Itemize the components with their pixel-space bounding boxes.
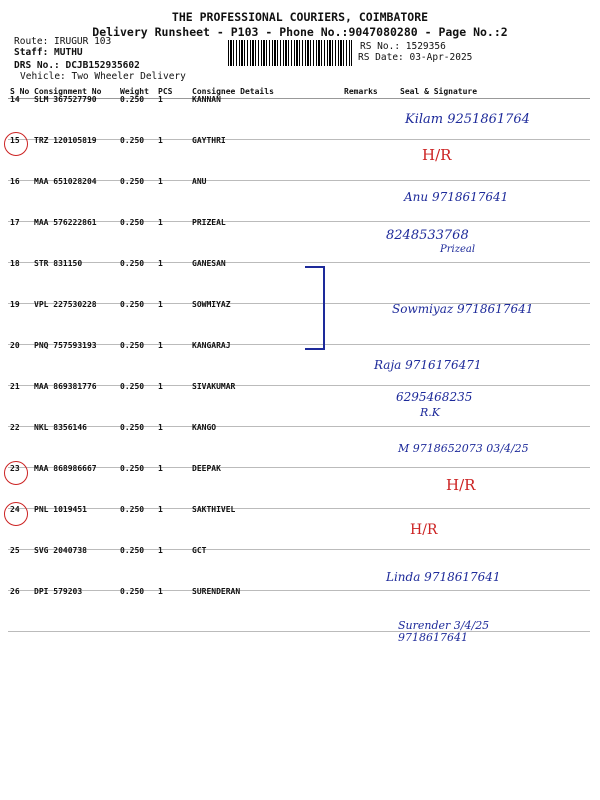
cell-cn bbox=[32, 218, 118, 263]
table-row bbox=[8, 550, 590, 591]
cell-remarks bbox=[342, 99, 398, 140]
cell-wt bbox=[118, 423, 156, 468]
signature-14: Kilam 9251861764 bbox=[405, 112, 530, 127]
red-circle-mark bbox=[4, 502, 28, 526]
cell-name-text: ANU bbox=[192, 177, 207, 186]
cell-cn bbox=[32, 136, 118, 181]
cell-wt-text: 0.250 bbox=[120, 341, 145, 350]
cell-wt bbox=[118, 587, 156, 632]
cell-wt-text: 0.250 bbox=[120, 177, 145, 186]
handwritten-hr-23: H/R bbox=[446, 476, 476, 494]
signature-26: Surender 3/4/25 9718617641 bbox=[398, 619, 490, 644]
cell-sno-text: 15 bbox=[10, 136, 20, 145]
cell-pcs-text: 1 bbox=[158, 464, 163, 473]
table-row bbox=[8, 509, 590, 550]
cell-name-text: KANGARAJ bbox=[192, 341, 231, 350]
col-consignment: Consignment No bbox=[32, 84, 118, 99]
cell-sno bbox=[8, 382, 32, 427]
handwritten-hr-15: H/R bbox=[422, 146, 452, 164]
signature-22: M 9718652073 03/4/25 bbox=[398, 442, 529, 455]
cell-name-text: GCT bbox=[192, 546, 207, 555]
cell-wt bbox=[118, 464, 156, 509]
cell-pcs-text: 1 bbox=[158, 341, 163, 350]
cell-remarks bbox=[342, 263, 398, 304]
cell-pcs-text: 1 bbox=[158, 382, 163, 391]
drs-label: DRS No.: DCJB152935602 bbox=[14, 60, 140, 71]
cell-sno-text: 21 bbox=[10, 382, 20, 391]
cell-pcs bbox=[156, 300, 190, 345]
cell-wt-text: 0.250 bbox=[120, 95, 145, 104]
signature-21: R.K bbox=[420, 406, 440, 419]
cell-name bbox=[190, 95, 342, 140]
cell-sno-text: 23 bbox=[10, 464, 20, 473]
cell-name bbox=[190, 587, 342, 632]
runsheet-table bbox=[8, 84, 590, 632]
cell-sno-text: 22 bbox=[10, 423, 20, 432]
cell-cn bbox=[32, 505, 118, 550]
cell-cn-text: SLM 367527790 bbox=[34, 95, 97, 104]
cell-pcs bbox=[156, 341, 190, 386]
cell-name bbox=[190, 136, 342, 181]
cell-sno bbox=[8, 218, 32, 263]
cell-wt-text: 0.250 bbox=[120, 259, 145, 268]
cell-sno-text: 14 bbox=[10, 95, 20, 104]
table-row bbox=[8, 386, 590, 427]
cell-cn-text: TRZ 120105819 bbox=[34, 136, 97, 145]
cell-name bbox=[190, 464, 342, 509]
cell-pcs bbox=[156, 587, 190, 632]
cell-wt-text: 0.250 bbox=[120, 423, 145, 432]
cell-remarks bbox=[342, 427, 398, 468]
cell-cn-text: VPL 227530228 bbox=[34, 300, 97, 309]
cell-sno bbox=[8, 259, 32, 304]
cell-name-text: KANGO bbox=[192, 423, 217, 432]
cell-cn bbox=[32, 95, 118, 140]
col-signature: Seal & Signature bbox=[398, 84, 590, 99]
cell-sno-text: 20 bbox=[10, 341, 20, 350]
cell-remarks bbox=[342, 386, 398, 427]
cell-cn bbox=[32, 423, 118, 468]
cell-pcs bbox=[156, 218, 190, 263]
cell-sno bbox=[8, 341, 32, 386]
cell-sno bbox=[8, 546, 32, 591]
cell-cn-text: MAA 869381776 bbox=[34, 382, 97, 391]
table-row bbox=[8, 468, 590, 509]
cell-sno bbox=[8, 177, 32, 222]
cell-remarks bbox=[342, 140, 398, 181]
cell-name-text: SOWMIYAZ bbox=[192, 300, 231, 309]
cell-pcs-text: 1 bbox=[158, 505, 163, 514]
cell-wt bbox=[118, 505, 156, 550]
cell-wt bbox=[118, 546, 156, 591]
phone-21: 6295468235 bbox=[396, 390, 473, 404]
cell-name bbox=[190, 505, 342, 550]
cell-cn bbox=[32, 546, 118, 591]
cell-pcs bbox=[156, 259, 190, 304]
cell-wt-text: 0.250 bbox=[120, 382, 145, 391]
cell-pcs-text: 1 bbox=[158, 546, 163, 555]
col-consignee: Consignee Details bbox=[190, 84, 342, 99]
cell-name-text: KANNAN bbox=[192, 95, 221, 104]
cell-pcs-text: 1 bbox=[158, 259, 163, 268]
cell-wt bbox=[118, 136, 156, 181]
rs-number: RS No.: 1529356 bbox=[360, 41, 446, 52]
cell-cn bbox=[32, 259, 118, 304]
cell-wt-text: 0.250 bbox=[120, 505, 145, 514]
cell-wt bbox=[118, 382, 156, 427]
signature-17: Prizeal bbox=[440, 244, 476, 255]
runsheet-subtitle: Delivery Runsheet - P103 - Phone No.:9047080280 - Page No.:2 bbox=[92, 25, 508, 39]
cell-wt bbox=[118, 177, 156, 222]
col-pcs: PCS bbox=[156, 84, 190, 99]
cell-wt-text: 0.250 bbox=[120, 464, 145, 473]
cell-pcs bbox=[156, 177, 190, 222]
cell-pcs bbox=[156, 382, 190, 427]
cell-pcs bbox=[156, 136, 190, 181]
cell-name-text: DEEPAK bbox=[192, 464, 221, 473]
cell-name-text: SIVAKUMAR bbox=[192, 382, 236, 391]
signature-19: Sowmiyaz 9718617641 bbox=[392, 302, 534, 316]
cell-cn-text: STR 831150 bbox=[34, 259, 83, 268]
cell-wt-text: 0.250 bbox=[120, 587, 145, 596]
cell-wt bbox=[118, 341, 156, 386]
cell-name bbox=[190, 423, 342, 468]
cell-remarks bbox=[342, 509, 398, 550]
cell-sno-text: 19 bbox=[10, 300, 20, 309]
table-row bbox=[8, 345, 590, 386]
cell-wt-text: 0.250 bbox=[120, 300, 145, 309]
cell-pcs-text: 1 bbox=[158, 177, 163, 186]
cell-cn bbox=[32, 587, 118, 632]
cell-cn-text: NKL 8356146 bbox=[34, 423, 87, 432]
cell-sno-text: 26 bbox=[10, 587, 20, 596]
cell-name bbox=[190, 218, 342, 263]
col-sno: S No bbox=[8, 84, 32, 99]
cell-cn-text: MAA 651028204 bbox=[34, 177, 97, 186]
cell-name-text: GAYTHRI bbox=[192, 136, 226, 145]
cell-name-text: SURENDERAN bbox=[192, 587, 241, 596]
cell-cn-text: PNQ 757593193 bbox=[34, 341, 97, 350]
table-row bbox=[8, 263, 590, 304]
red-circle-mark bbox=[4, 132, 28, 156]
staff-label: Staff: MUTHU bbox=[14, 47, 83, 58]
cell-sno-text: 18 bbox=[10, 259, 20, 268]
cell-wt-text: 0.250 bbox=[120, 546, 145, 555]
col-remarks: Remarks bbox=[342, 84, 398, 99]
cell-cn bbox=[32, 177, 118, 222]
cell-name-text: GANESAN bbox=[192, 259, 226, 268]
cell-cn-text: SVG 2040738 bbox=[34, 546, 87, 555]
cell-sno-text: 24 bbox=[10, 505, 20, 514]
bracket-mark bbox=[305, 266, 325, 350]
cell-name-text: SAKTHIVEL bbox=[192, 505, 236, 514]
cell-sno-text: 16 bbox=[10, 177, 20, 186]
cell-cn bbox=[32, 464, 118, 509]
cell-name-text: PRIZEAL bbox=[192, 218, 226, 227]
cell-pcs bbox=[156, 464, 190, 509]
cell-signature bbox=[398, 263, 590, 304]
cell-remarks bbox=[342, 468, 398, 509]
signature-25: Linda 9718617641 bbox=[386, 570, 501, 584]
cell-cn-text: MAA 576222861 bbox=[34, 218, 97, 227]
cell-wt bbox=[118, 218, 156, 263]
cell-wt-text: 0.250 bbox=[120, 136, 145, 145]
cell-remarks bbox=[342, 181, 398, 222]
cell-wt-text: 0.250 bbox=[120, 218, 145, 227]
handwritten-hr-24: H/R bbox=[410, 522, 438, 538]
signature-20: Raja 9716176471 bbox=[374, 358, 482, 372]
cell-pcs bbox=[156, 423, 190, 468]
cell-pcs-text: 1 bbox=[158, 218, 163, 227]
cell-cn bbox=[32, 341, 118, 386]
cell-sno bbox=[8, 587, 32, 632]
cell-name bbox=[190, 546, 342, 591]
cell-sno-text: 17 bbox=[10, 218, 20, 227]
barcode bbox=[228, 40, 352, 66]
cell-wt bbox=[118, 300, 156, 345]
cell-cn-text: MAA 868986667 bbox=[34, 464, 97, 473]
cell-pcs-text: 1 bbox=[158, 300, 163, 309]
rs-date: RS Date: 03-Apr-2025 bbox=[358, 52, 473, 63]
signature-16: Anu 9718617641 bbox=[404, 190, 509, 204]
cell-cn-text: DPI 579203 bbox=[34, 587, 83, 596]
cell-wt bbox=[118, 95, 156, 140]
cell-cn-text: PNL 1019451 bbox=[34, 505, 87, 514]
cell-pcs-text: 1 bbox=[158, 423, 163, 432]
cell-name bbox=[190, 382, 342, 427]
vehicle-label: Vehicle: Two Wheeler Delivery bbox=[20, 71, 186, 82]
company-title: THE PROFESSIONAL COURIERS, COIMBATORE bbox=[171, 10, 429, 24]
cell-cn bbox=[32, 300, 118, 345]
cell-pcs-text: 1 bbox=[158, 95, 163, 104]
cell-sno bbox=[8, 300, 32, 345]
phone-17: 8248533768 bbox=[386, 228, 469, 243]
cell-pcs-text: 1 bbox=[158, 136, 163, 145]
cell-pcs bbox=[156, 505, 190, 550]
route-label: Route: IRUGUR 103 bbox=[14, 36, 112, 47]
cell-cn bbox=[32, 382, 118, 427]
table-row bbox=[8, 222, 590, 263]
cell-wt bbox=[118, 259, 156, 304]
cell-remarks bbox=[342, 304, 398, 345]
cell-name bbox=[190, 341, 342, 386]
cell-signature bbox=[398, 468, 590, 509]
cell-remarks bbox=[342, 591, 398, 632]
cell-pcs bbox=[156, 546, 190, 591]
cell-sno-text: 25 bbox=[10, 546, 20, 555]
red-circle-mark bbox=[4, 461, 28, 485]
cell-name bbox=[190, 177, 342, 222]
cell-pcs-text: 1 bbox=[158, 587, 163, 596]
cell-pcs bbox=[156, 95, 190, 140]
table-row bbox=[8, 140, 590, 181]
col-weight: Weight bbox=[118, 84, 156, 99]
